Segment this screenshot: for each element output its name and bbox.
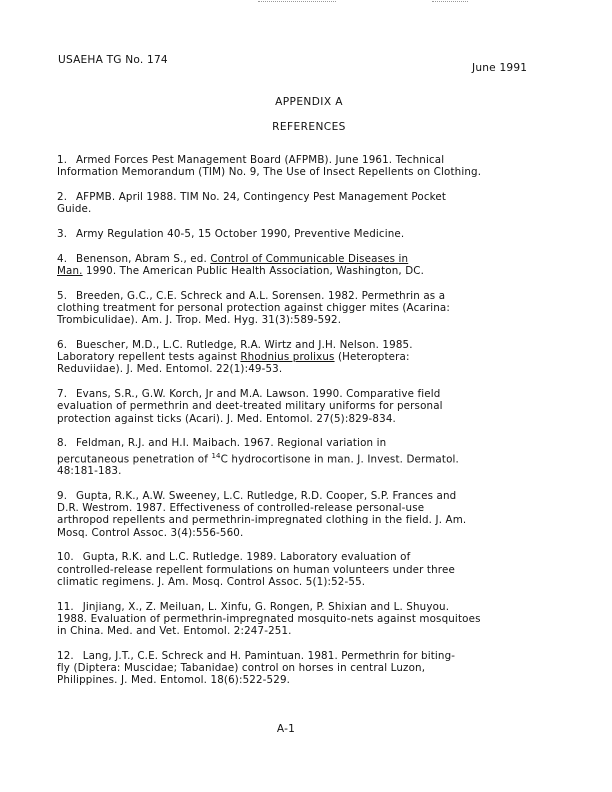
reference-line: 48:181-183. <box>57 465 122 478</box>
reference-number: 7. <box>57 388 68 401</box>
reference-number: 3. <box>57 228 68 240</box>
reference-line: Feldman, R.J. and H.I. Maibach. 1967. Regional variation in <box>75 437 387 450</box>
isotope-superscript: 14 <box>211 451 221 460</box>
reference-line: Gupta, R.K., A.W. Sweeney, L.C. Rutledge, R.D. Cooper, S.P. Frances and <box>75 490 457 503</box>
reference-line: evaluation of permethrin and deet-treated military uniforms for personal <box>57 400 443 413</box>
reference-line: Breeden, G.C., C.E. Schreck and A.L. Sorensen. 1982. Permethrin as a <box>75 289 446 302</box>
reference-item <box>57 191 557 215</box>
reference-line: AFPMB. April 1988. TIM No. 24, Contingency Pest Management Pocket <box>75 191 447 203</box>
reference-line: 1988. Evaluation of permethrin-impregnated mosquito-nets against mosquitoes <box>57 612 481 625</box>
reference-list <box>57 154 557 699</box>
reference-line: controlled-release repellent formulations on human volunteers under three <box>57 563 455 576</box>
reference-line: Evans, S.R., G.W. Korch, Jr and M.A. Lawson. 1990. Comparative field <box>75 388 441 401</box>
reference-number: 10. <box>57 551 74 564</box>
reference-number: 6. <box>57 339 68 351</box>
reference-number: 2. <box>57 191 68 203</box>
reference-line: Philippines. J. Med. Entomol. 18(6):522-529. <box>57 674 291 687</box>
section-title: REFERENCES <box>272 121 346 133</box>
reference-item <box>57 228 557 240</box>
reference-item <box>57 253 557 277</box>
reference-line: Army Regulation 40-5, 15 October 1990, Preventive Medicine. <box>75 228 405 240</box>
reference-text: 1990. The American Public Health Association, Washington, DC. <box>82 265 425 277</box>
appendix-title: APPENDIX A <box>275 96 343 108</box>
top-edge-mark <box>432 1 468 2</box>
reference-line: climatic regimens. J. Am. Mosq. Control Assoc. 5(1):52-55. <box>57 575 366 588</box>
reference-item <box>57 490 557 539</box>
book-title: Control of Communicable Diseases in <box>210 252 409 265</box>
reference-line: in China. Med. and Vet. Entomol. 2:247-251. <box>57 625 292 638</box>
reference-line: Gupta, R.K. and L.C. Rutledge. 1989. Laboratory evaluation of <box>82 551 411 564</box>
document-date: June 1991 <box>472 62 528 74</box>
reference-text: C hydrocortisone in man. J. Invest. Dermatol. <box>220 453 459 466</box>
reference-line: Buescher, M.D., L.C. Rutledge, R.A. Wirtz and J.H. Nelson. 1985. <box>75 339 413 351</box>
reference-line: protection against ticks (Acari). J. Med. Entomol. 27(5):829-834. <box>57 412 396 425</box>
reference-text: Benenson, Abram S., ed. <box>75 252 211 265</box>
reference-number: 5. <box>57 289 68 302</box>
reference-number: 12. <box>57 649 74 662</box>
reference-item <box>57 437 557 477</box>
reference-item <box>57 290 557 327</box>
reference-line: fly (Diptera: Muscidae; Tabanidae) control on horses in central Luzon, <box>57 662 426 675</box>
reference-number: 11. <box>57 600 74 613</box>
top-edge-mark <box>258 1 336 2</box>
reference-line: Information Memorandum (TIM) No. 9, The Use of Insect Repellents on Clothing. <box>57 166 482 179</box>
reference-text: Laboratory repellent tests against <box>57 351 241 364</box>
reference-text: percutaneous penetration of <box>57 453 212 466</box>
reference-line: Mosq. Control Assoc. 3(4):556-560. <box>57 526 244 539</box>
reference-line: Trombiculidae). Am. J. Trop. Med. Hyg. 31(3):589-592. <box>57 314 342 327</box>
reference-line: Guide. <box>57 203 92 216</box>
reference-item <box>57 388 557 425</box>
reference-item <box>57 650 557 687</box>
reference-item <box>57 339 557 376</box>
reference-line: Lang, J.T., C.E. Schreck and H. Pamintuan. 1981. Permethrin for biting- <box>82 649 456 662</box>
reference-number: 4. <box>57 252 68 265</box>
reference-number: 1. <box>57 154 68 166</box>
reference-text: (Heteroptera: <box>334 351 410 364</box>
reference-item <box>57 601 557 638</box>
reference-line: clothing treatment for personal protection against chigger mites (Acarina: <box>57 302 450 314</box>
reference-line: arthropod repellents and permethrin-impregnated clothing in the field. J. Am. <box>57 514 467 527</box>
reference-line: Jinjiang, X., Z. Meiluan, L. Xinfu, G. Rongen, P. Shixian and L. Shuyou. <box>82 600 450 613</box>
reference-item <box>57 154 557 178</box>
reference-number: 9. <box>57 490 68 503</box>
reference-line: D.R. Westrom. 1987. Effectiveness of controlled-release personal-use <box>57 502 425 515</box>
book-title: Man. <box>57 265 83 277</box>
reference-line: Reduviidae). J. Med. Entomol. 22(1):49-53. <box>57 363 283 376</box>
page-number: A-1 <box>276 723 296 735</box>
reference-item <box>57 551 557 588</box>
reference-line: Armed Forces Pest Management Board (AFPMB). June 1961. Technical <box>75 154 445 166</box>
page-footer <box>0 723 612 735</box>
document-id: USAEHA TG No. 174 <box>58 54 168 66</box>
reference-number: 8. <box>57 437 68 450</box>
species-name: Rhodnius prolixus <box>240 351 335 364</box>
